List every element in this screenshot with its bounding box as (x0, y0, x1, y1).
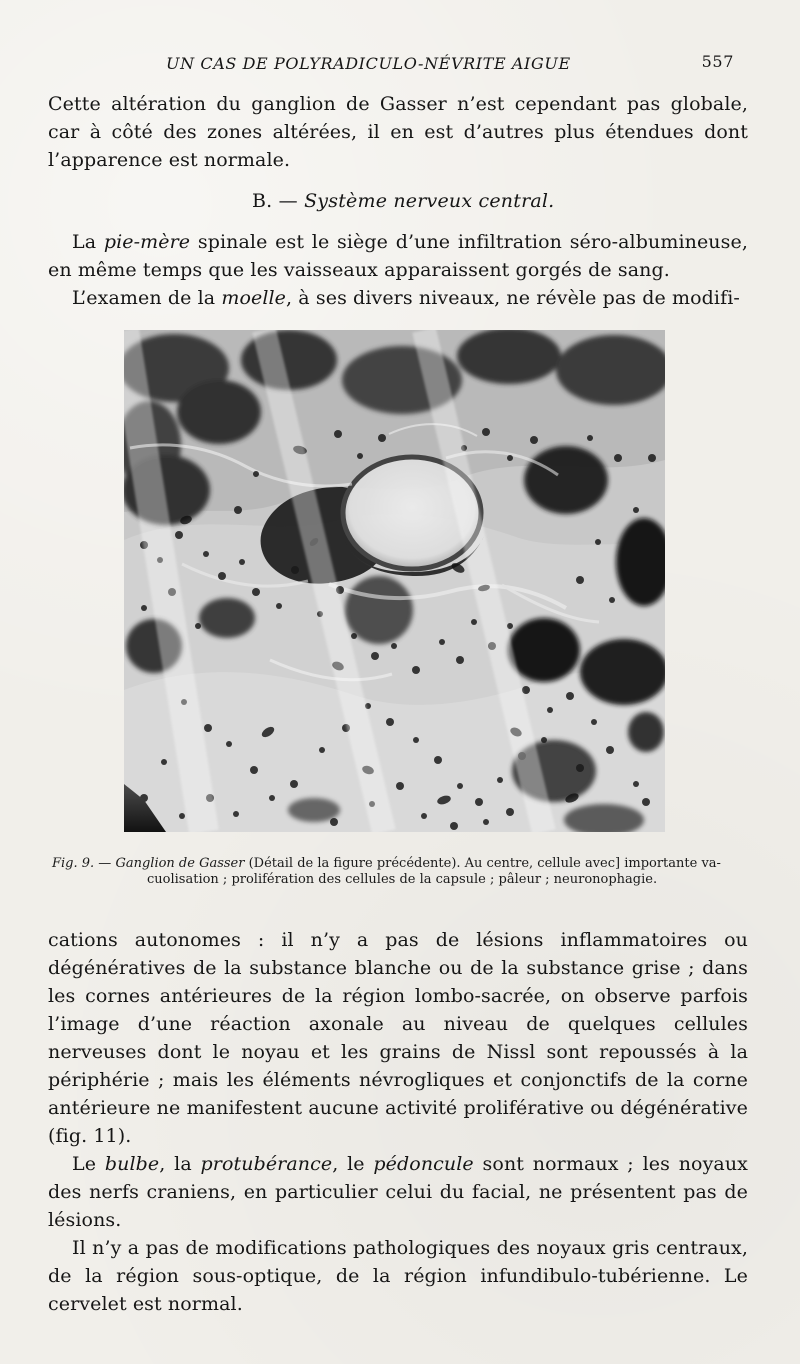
pie-mere-term: pie-mère (103, 231, 191, 253)
histology-image (124, 330, 665, 832)
pie-mere-paragraph (48, 228, 748, 284)
moelle-suffix: , à ses divers niveaux, ne révèle pas de modifi- (286, 287, 740, 309)
caption-text-1: (Détail de la figure précédente). Au centre, cellule avec] importante va- (248, 856, 721, 871)
pie-mere-prefix: La (72, 231, 104, 253)
brainstem-prefix: Le (72, 1153, 105, 1175)
moelle-prefix: L’examen de la (72, 287, 222, 309)
paragraph-central-nuclei: Il n’y a pas de modifications pathologiques des noyaux gris centraux, de la région sous-optique, de la région infundibulo-tubérienne. Le cervelet est normal. (48, 1237, 748, 1315)
section-title: Système nerveux central. (304, 190, 555, 212)
moelle-term: moelle (221, 287, 287, 309)
brainstem-separator-2: , le (332, 1153, 374, 1175)
running-title: UN CAS DE POLYRADICULO-NÉVRITE AIGUE (166, 54, 571, 73)
section-heading (252, 190, 554, 212)
intro-paragraph: Cette altération du ganglion de Gasser n’est cependant pas globale, car à côté des zones altérées, il en est d’autres plus étendues dont l’apparence est normale. (48, 93, 748, 171)
bulbe-term: bulbe (104, 1153, 160, 1175)
figure-title: Ganglion de Gasser (115, 856, 245, 871)
section-letter: B. — (252, 190, 298, 212)
pie-mere-suffix: spinale est le siège d’une infiltration séro-albumineuse, en même temps que les vaisseaux apparaissent gorgés de sang. (48, 231, 748, 281)
caption-line-2: cuolisation ; prolifération des cellules de la capsule ; pâleur ; neuronophagie. (147, 872, 658, 887)
intro-text-block (48, 90, 748, 174)
pedoncule-term: pédoncule (373, 1153, 474, 1175)
brainstem-suffix: sont normaux ; les noyaux des nerfs craniens, en particulier celui du facial, ne présentent pas de lésions. (48, 1153, 748, 1231)
histology-figure (124, 330, 665, 832)
pie-mere-text-block (48, 228, 748, 312)
protuberance-term: protubérance (200, 1153, 333, 1175)
running-head (166, 54, 786, 82)
page-number: 557 (701, 52, 734, 71)
moelle-paragraph (48, 284, 748, 312)
figure-label: Fig. 9. — (52, 856, 112, 871)
figure-caption (52, 856, 746, 888)
paragraph-autonomous-changes: cations autonomes : il n’y a pas de lésions inflammatoires ou dégénératives de la substance blanche ou de la substance grise ; dans les cornes antérieures de la région lombo-sacrée, on observe parfois l’image d’une réaction axonale au niveau de quelques cellules nerveuses dont le noyau et les grains de Nissl sont repoussés à la périphérie ; mais les éléments névrogliques et conjonctifs de la corne antérieure ne manifestent aucune activité proliférative ou dégénérative (fig. 11). (48, 929, 748, 1147)
brainstem-separator-1: , la (159, 1153, 201, 1175)
body-text-block (48, 926, 748, 1318)
caption-line-1 (52, 856, 746, 872)
paragraph-brainstem (48, 1150, 748, 1234)
